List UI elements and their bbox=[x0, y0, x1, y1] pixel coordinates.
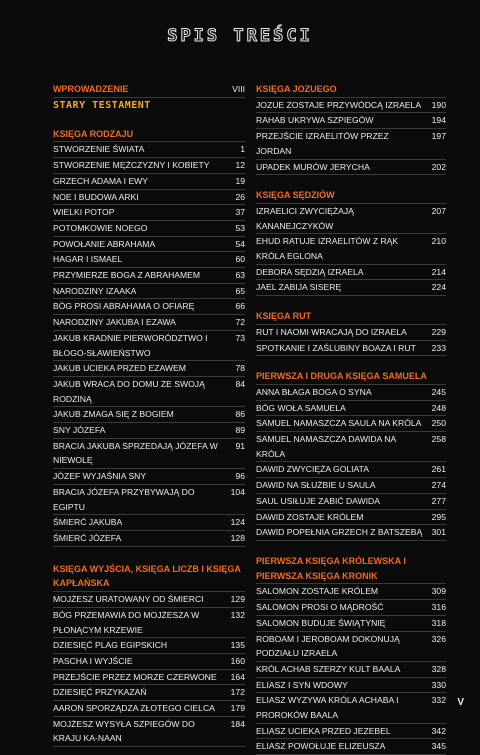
entry-title: WIELKI POTOP bbox=[53, 207, 115, 218]
entry-title: SNY JÓZEFA bbox=[53, 425, 106, 436]
entry-page: 129 bbox=[230, 594, 245, 605]
toc-entry[interactable] bbox=[256, 129, 446, 159]
toc-entry[interactable] bbox=[53, 638, 245, 654]
toc-entry[interactable] bbox=[53, 685, 245, 701]
toc-entry[interactable] bbox=[256, 160, 446, 176]
entry-page: 261 bbox=[431, 464, 446, 475]
entry-title: BRACIA JÓZEFA PRZYBYWAJĄ DO EGIPTU bbox=[53, 486, 195, 512]
intro-label: WPROWADZENIE bbox=[53, 84, 129, 94]
toc-left-column bbox=[53, 82, 245, 747]
section-heading: PIERWSZA KSIĘGA KRÓLEWSKA I PIERWSZA KSIĘGA KRONIK bbox=[256, 554, 446, 584]
entry-title: STWORZENIE MĘŻCZYZNY I KOBIETY bbox=[53, 160, 210, 171]
toc-entry[interactable] bbox=[53, 531, 245, 547]
entry-page: 248 bbox=[431, 402, 446, 413]
entry-page: 233 bbox=[431, 342, 446, 353]
entry-title: SALOMON ZOSTAJE KRÓLEM bbox=[256, 586, 379, 597]
entry-title: JAKUB UCIEKA PRZED EZAWEM bbox=[53, 363, 186, 374]
entry-title: KRÓL ACHAB SZERZY KULT BAALA bbox=[256, 663, 401, 674]
section-heading: KSIĘGA WYJŚCIA, KSIĘGA LICZB I KSIĘGA KAPŁAŃSKA bbox=[53, 562, 245, 592]
toc-entry[interactable] bbox=[256, 494, 446, 510]
toc-entry[interactable] bbox=[53, 268, 245, 284]
entry-page: 309 bbox=[431, 586, 446, 597]
entry-title: ŚMIERĆ JAKUBA bbox=[53, 517, 123, 528]
toc-entry[interactable] bbox=[53, 701, 245, 717]
entry-title: JAEL ZABIJA SISERĘ bbox=[256, 282, 342, 293]
toc-entry[interactable] bbox=[53, 608, 245, 638]
entry-page: 124 bbox=[230, 517, 245, 528]
toc-entry[interactable] bbox=[256, 525, 446, 541]
entry-page: 60 bbox=[235, 254, 245, 265]
toc-entry[interactable] bbox=[256, 693, 446, 723]
toc-entry[interactable] bbox=[53, 485, 245, 515]
entry-title: ROBOAM I JEROBOAM DOKONUJĄ PODZIAŁU IZRAELA bbox=[256, 633, 400, 659]
entry-page: 318 bbox=[431, 617, 446, 628]
toc-entry[interactable] bbox=[256, 113, 446, 129]
entry-title: ELIASZ WYZYWA KRÓLA ACHABA I PROROKÓW BAALA bbox=[256, 695, 399, 721]
entry-title: ELIASZ POWOŁUJE ELIZEUSZA bbox=[256, 741, 386, 752]
toc-entry[interactable] bbox=[53, 174, 245, 190]
entry-title: PRZEJŚCIE PRZEZ MORZE CZERWONE bbox=[53, 671, 217, 682]
section-heading: PIERWSZA I DRUGA KSIĘGA SAMUELA bbox=[256, 369, 446, 385]
section-heading: KSIĘGA RUT bbox=[256, 309, 446, 325]
entry-page: 330 bbox=[431, 679, 446, 690]
toc-entry[interactable] bbox=[256, 401, 446, 417]
entry-title: SAMUEL NAMASZCZA DAWIDA NA KRÓLA bbox=[256, 434, 396, 459]
entry-page: 65 bbox=[235, 285, 245, 296]
entry-title: NARODZINY IZAAKA bbox=[53, 285, 137, 296]
toc-entry[interactable] bbox=[53, 361, 245, 377]
entry-page: 54 bbox=[235, 238, 245, 249]
entry-page: 207 bbox=[431, 205, 446, 216]
toc-entry[interactable] bbox=[256, 234, 446, 264]
toc-entry[interactable] bbox=[256, 678, 446, 694]
entry-title: BRACIA JAKUBA SPRZEDAJĄ JÓZEFA W NIEWOLĘ bbox=[53, 440, 218, 466]
entry-title: STWORZENIE ŚWIATA bbox=[53, 144, 145, 155]
toc-entry[interactable] bbox=[53, 377, 245, 407]
entry-page: 301 bbox=[431, 527, 446, 538]
entry-page: 345 bbox=[431, 741, 446, 752]
entry-page: 190 bbox=[431, 99, 446, 110]
toc-entry[interactable] bbox=[53, 252, 245, 268]
entry-title: POWOŁANIE ABRAHAMA bbox=[53, 238, 156, 249]
toc-entry[interactable] bbox=[53, 670, 245, 686]
entry-page: 295 bbox=[431, 511, 446, 522]
entry-page: 277 bbox=[431, 495, 446, 506]
toc-entry[interactable] bbox=[256, 385, 446, 401]
toc-entry[interactable] bbox=[53, 654, 245, 670]
entry-title: SALOMON PROSI O MĄDROŚĆ bbox=[256, 602, 384, 613]
entry-page: 78 bbox=[235, 363, 245, 374]
entry-page: 210 bbox=[431, 236, 446, 247]
entry-title: DAWID ZOSTAJE KRÓLEM bbox=[256, 511, 364, 522]
entry-page: 250 bbox=[431, 418, 446, 429]
toc-entry[interactable] bbox=[256, 662, 446, 678]
left-sections bbox=[53, 127, 245, 747]
toc-entry[interactable] bbox=[53, 469, 245, 485]
entry-page: 12 bbox=[235, 160, 245, 171]
entry-page: 194 bbox=[431, 115, 446, 126]
entry-page: 96 bbox=[235, 471, 245, 482]
entry-title: POTOMKOWIE NOEGO bbox=[53, 222, 148, 233]
entry-page: 229 bbox=[431, 326, 446, 337]
entry-page: 245 bbox=[431, 386, 446, 397]
entry-title: GRZECH ADAMA I EWY bbox=[53, 175, 149, 186]
entry-title: SAMUEL NAMASZCZA SAULA NA KRÓLA bbox=[256, 418, 422, 429]
entry-page: 26 bbox=[235, 191, 245, 202]
entry-title: ELIASZ I SYN WDOWY bbox=[256, 679, 348, 690]
entry-title: BÓG PRZEMAWIA DO MOJŻESZA W PŁONĄCYM KRZEWIE bbox=[53, 609, 200, 635]
toc-entry[interactable] bbox=[256, 325, 446, 341]
section-heading: KSIĘGA RODZAJU bbox=[53, 127, 245, 143]
entry-title: ANNA BŁAGA BOGA O SYNA bbox=[256, 386, 372, 397]
entry-page: 164 bbox=[230, 671, 245, 682]
entry-page: 202 bbox=[431, 161, 446, 172]
toc-entry[interactable] bbox=[256, 478, 446, 494]
entry-page: 128 bbox=[230, 532, 245, 543]
entry-page: 274 bbox=[431, 480, 446, 491]
toc-entry[interactable] bbox=[53, 592, 245, 608]
toc-entry[interactable] bbox=[256, 265, 446, 281]
right-sections bbox=[256, 82, 446, 755]
testament-heading: STARY TESTAMENT bbox=[53, 99, 151, 111]
entry-page: 73 bbox=[235, 332, 245, 343]
toc-entry[interactable] bbox=[256, 341, 446, 357]
toc-entry[interactable] bbox=[256, 280, 446, 296]
entry-title: ŚMIERĆ JÓZEFA bbox=[53, 532, 122, 543]
toc-entry[interactable] bbox=[256, 616, 446, 632]
entry-title: NOE I BUDOWA ARKI bbox=[53, 191, 139, 202]
section-heading: KSIĘGA SĘDZIÓW bbox=[256, 188, 446, 204]
toc-entry[interactable] bbox=[256, 724, 446, 740]
entry-title: SPOTKANIE I ZAŚLUBINY BOAZA I RUT bbox=[256, 342, 416, 353]
entry-title: JAKUB ZMAGA SIĘ Z BOGIEM bbox=[53, 409, 174, 420]
page-title: SPIS TREŚCI bbox=[167, 26, 313, 46]
entry-title: JOZUE ZOSTAJE PRZYWÓDCĄ IZRAELA bbox=[256, 99, 422, 110]
entry-page: 197 bbox=[431, 131, 446, 142]
entry-page: 135 bbox=[230, 640, 245, 651]
toc-entry[interactable] bbox=[256, 432, 446, 462]
entry-page: 66 bbox=[235, 301, 245, 312]
toc-entry[interactable] bbox=[53, 221, 245, 237]
toc-entry[interactable] bbox=[256, 204, 446, 234]
entry-title: JAKUB KRADNIE PIERWORÓDZTWO I BŁOGO-SŁAWIEŃSTWO bbox=[53, 332, 208, 358]
toc-entry[interactable] bbox=[53, 717, 245, 747]
entry-page: 184 bbox=[230, 718, 245, 729]
entry-page: 332 bbox=[431, 695, 446, 706]
toc-entry[interactable] bbox=[53, 284, 245, 300]
toc-entry[interactable] bbox=[53, 237, 245, 253]
entry-title: JAKUB WRACA DO DOMU ZE SWOJĄ RODZINĄ bbox=[53, 378, 205, 404]
entry-title: DAWID ZWYCIĘŻA GOLIATA bbox=[256, 464, 369, 475]
entry-page: 258 bbox=[431, 434, 446, 445]
entry-title: NARODZINY JAKUBA I EZAWA bbox=[53, 317, 176, 328]
toc-entry[interactable] bbox=[53, 299, 245, 315]
entry-page: 84 bbox=[235, 378, 245, 389]
entry-page: 53 bbox=[235, 222, 245, 233]
entry-page: 160 bbox=[230, 655, 245, 666]
entry-page: 89 bbox=[235, 425, 245, 436]
entry-title: PRZYMIERZE BOGA Z ABRAHAMEM bbox=[53, 270, 201, 281]
entry-title: DAWID POPEŁNIA GRZECH Z BATSZEBĄ bbox=[256, 527, 423, 538]
entry-page: 326 bbox=[431, 633, 446, 644]
entry-title: MOJŻESZ URATOWANY OD ŚMIERCI bbox=[53, 594, 204, 605]
entry-page: 63 bbox=[235, 270, 245, 281]
page-number: V bbox=[457, 697, 464, 708]
entry-title: RAHAB UKRYWA SZPIEGÓW bbox=[256, 115, 374, 126]
entry-page: 19 bbox=[235, 175, 245, 186]
toc-entry[interactable] bbox=[53, 515, 245, 531]
entry-page: 72 bbox=[235, 317, 245, 328]
entry-title: HAGAR I ISMAEL bbox=[53, 254, 123, 265]
toc-entry[interactable] bbox=[53, 205, 245, 221]
toc-entry[interactable] bbox=[256, 462, 446, 478]
toc-entry[interactable] bbox=[256, 510, 446, 526]
toc-entry[interactable] bbox=[53, 407, 245, 423]
intro-page: VIII bbox=[232, 84, 245, 94]
entry-title: ELIASZ UCIEKA PRZED JEZEBEL bbox=[256, 725, 391, 736]
entry-title: DEBORA SĘDZIĄ IZRAELA bbox=[256, 266, 364, 277]
entry-page: 37 bbox=[235, 207, 245, 218]
entry-title: RUT I NAOMI WRACAJĄ DO IZRAELA bbox=[256, 326, 407, 337]
entry-title: JÓZEF WYJAŚNIA SNY bbox=[53, 471, 147, 482]
toc-entry[interactable] bbox=[256, 739, 446, 755]
entry-title: SAUL USIŁUJE ZABIĆ DAWIDA bbox=[256, 495, 380, 506]
toc-entry[interactable] bbox=[53, 423, 245, 439]
section-heading: KSIĘGA JOZUEGO bbox=[256, 82, 446, 98]
entry-page: 224 bbox=[431, 282, 446, 293]
entry-page: 179 bbox=[230, 703, 245, 714]
toc-entry[interactable] bbox=[53, 142, 245, 158]
entry-title: DZIESIĘĆ PRZYKAZAŃ bbox=[53, 687, 147, 698]
entry-title: BÓG WOŁA SAMUELA bbox=[256, 402, 346, 413]
entry-title: MOJŻESZ WYSYŁA SZPIEGÓW DO KRAJU KA-NAAN bbox=[53, 718, 195, 744]
entry-page: 91 bbox=[235, 440, 245, 451]
toc-entry[interactable] bbox=[256, 98, 446, 114]
entry-title: IZRAELICI ZWYCIĘŻAJĄ KANANEJCZYKÓW bbox=[256, 205, 354, 231]
entry-page: 1 bbox=[240, 144, 245, 155]
entry-page: 316 bbox=[431, 602, 446, 613]
toc-entry-intro[interactable] bbox=[53, 82, 245, 98]
toc-entry[interactable] bbox=[256, 584, 446, 600]
toc-entry[interactable] bbox=[53, 158, 245, 174]
toc-entry[interactable] bbox=[53, 315, 245, 331]
entry-title: DAWID NA SŁUŻBIE U SAULA bbox=[256, 480, 376, 491]
toc-entry[interactable] bbox=[256, 600, 446, 616]
entry-page: 342 bbox=[431, 725, 446, 736]
entry-title: UPADEK MURÓW JERYCHA bbox=[256, 161, 370, 172]
toc-right-column bbox=[256, 82, 446, 755]
entry-page: 132 bbox=[230, 609, 245, 620]
entry-page: 328 bbox=[431, 663, 446, 674]
entry-page: 104 bbox=[230, 486, 245, 497]
entry-title: PASCHA I WYJŚCIE bbox=[53, 655, 133, 666]
entry-title: EHUD RATUJE IZRAELITÓW Z RĄK KRÓLA EGLONA bbox=[256, 236, 399, 262]
toc-entry[interactable] bbox=[256, 632, 446, 662]
toc-entry[interactable] bbox=[53, 439, 245, 469]
entry-page: 172 bbox=[230, 687, 245, 698]
entry-page: 214 bbox=[431, 266, 446, 277]
entry-page: 86 bbox=[235, 409, 245, 420]
entry-title: DZIESIĘĆ PLAG EGIPSKICH bbox=[53, 640, 168, 651]
toc-entry[interactable] bbox=[53, 331, 245, 361]
toc-entry[interactable] bbox=[53, 190, 245, 206]
entry-title: AARON SPORZĄDZA ZŁOTEGO CIELCA bbox=[53, 703, 215, 714]
entry-title: BÓG PROSI ABRAHAMA O OFIARĘ bbox=[53, 301, 195, 312]
entry-title: SALOMON BUDUJE ŚWIĄTYNIĘ bbox=[256, 617, 386, 628]
entry-title: PRZEJŚCIE IZRAELITÓW PRZEZ JORDAN bbox=[256, 131, 389, 156]
toc-entry[interactable] bbox=[256, 416, 446, 432]
